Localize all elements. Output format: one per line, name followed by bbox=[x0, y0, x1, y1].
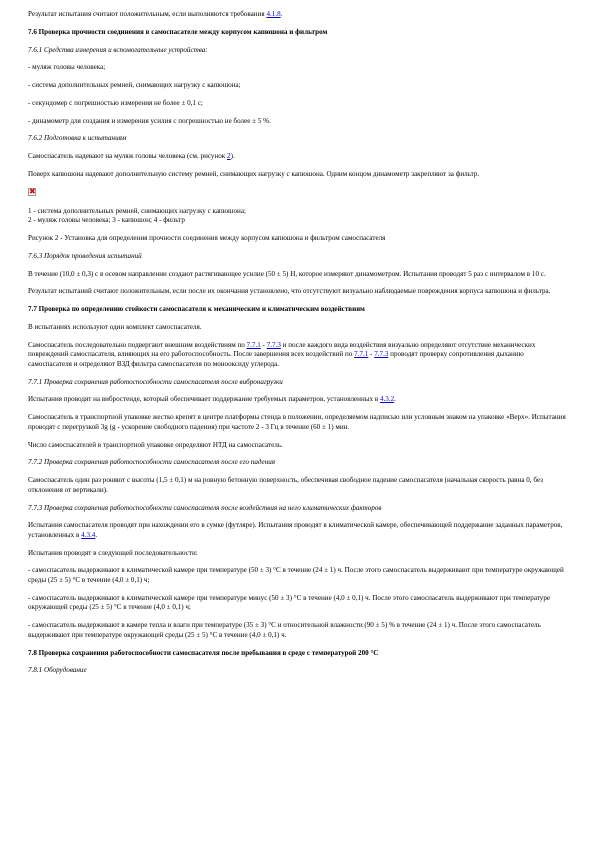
bullet-strap-system: - система дополнительных ремней, снимающих нагрузку с капюшона; bbox=[28, 81, 241, 90]
heading-7-8: 7.8 Проверка сохранения работоспособности самоспасателя после пребывания в среде с температурой 200 °С bbox=[28, 648, 379, 657]
link-4-3-4[interactable]: 4.3.4 bbox=[81, 530, 96, 539]
paragraph-sequential: Самоспасатель последовательно подвергают внешним воздействиям по 7.7.1 - 7.7.3 и после каждого вида воздействия визуально определяют отсутствие механических повреждений самоспасателя, влияющих на его работоспособность. После завершения всех воздействий по 7.7.1 - 7.7.3 проводят проверку сопротивления дыханию самоспасателя и определяют ВЗД фильтра самоспасателя по монооксиду углерода. bbox=[28, 340, 536, 368]
broken-image-icon: ✖ bbox=[29, 186, 36, 196]
link-7-7-1[interactable]: 7.7.1 bbox=[246, 340, 261, 349]
paragraph-one-set: В испытаниях используют один комплект самоспасателя. bbox=[28, 322, 202, 331]
subheading-7-6-3: 7.6.3 Порядок проведения испытаний bbox=[28, 251, 142, 260]
bullet-stopwatch: - секундомер с погрешностью измерения не более ± 0,1 с; bbox=[28, 98, 203, 107]
paragraph-climate: Испытания самоспасателя проводят при нахождении его в сумке (футляре). Испытания проводят в климатической камере, обеспечивающей поддержание заданных параметров, установленных в 4.3.4. bbox=[28, 521, 563, 539]
bullet-cold: - самоспасатель выдерживают в климатической камере при температуре минус (50 ± 3) °С в течение (4,0 ± 0,1) ч. После этого самоспасатель выдерживают при температуре окружающей среды (25 ± 5) °С в течение (4,0 ± 0,1) ч; bbox=[28, 593, 551, 612]
paragraph-force: В течение (10,0 ± 0,3) с в осевом направлении создают растягивающее усилие (50 ± 5) Н, которое измеряют динамометром. Испытания проводят 5 раз с интервалом в 10 с. bbox=[28, 269, 546, 278]
link-4-3-2[interactable]: 4.3.2 bbox=[379, 395, 395, 404]
subheading-7-6-2: 7.6.2 Подготовка к испытаниям bbox=[28, 134, 127, 143]
link-4-1-8[interactable]: 4.1.8 bbox=[266, 10, 281, 18]
paragraph-mounting: Самоспасатель в транспортной упаковке жестко крепят в центре платформы стенда в положении, определяемом надписью или условным знаком на упаковке «Верх». Испытания проводят с перегрузкой 3g (g - ускорение свободного падения) при частоте 2 - 3 Гц в течение (60 ± 1) мин. bbox=[28, 413, 566, 431]
link-figure-2[interactable]: 2 bbox=[227, 152, 231, 161]
figure-caption-line-1: 1 - система дополнительных ремней, снимающих нагрузку с капюшона; bbox=[28, 206, 246, 215]
heading-7-7: 7.7 Проверка по определению стойкости самоспасателя к механическим и климатическим воздействиям bbox=[28, 305, 365, 314]
paragraph-result-2: Результат испытаний считают положительным, если после их окончания установлено, что отсутствуют визуально наблюдаемые повреждения корпуса капюшона и фильтра. bbox=[28, 287, 551, 296]
paragraph-drop: Самоспасатель один раз роняют с высоты (1,5 ± 0,1) м на ровную бетонную поверхность, обеспечивая свободное падение самоспасателя (начальная скорость равна 0, без отклонения от вертикали). bbox=[28, 476, 543, 494]
paragraph-sequence: Испытания проводят в следующей последовательности: bbox=[28, 548, 198, 557]
paragraph-result-1: Результат испытания считают положительным, если выполняются требования 4.1.8. bbox=[28, 10, 283, 18]
subheading-7-7-3: 7.7.3 Проверка сохранения работоспособности самоспасателя после воздействия на него климатических факторов bbox=[28, 503, 382, 512]
bullet-heat: - самоспасатель выдерживают в климатической камере при температуре (50 ± 3) °С в течение (24 ± 1) ч. После этого самоспасатель выдерживают при температуре окружающей среды (25 ± 5) °С в течение (4,0 ± 0,1) ч; bbox=[28, 566, 564, 585]
bullet-head-dummy: - муляж головы человека; bbox=[28, 63, 106, 72]
subheading-7-6-1: 7.6.1 Средства измерения и вспомогательные устройства: bbox=[28, 45, 208, 54]
link-7-7-1-b[interactable]: 7.7.1 bbox=[354, 350, 369, 359]
link-7-7-3[interactable]: 7.7.3 bbox=[266, 340, 281, 349]
figure-caption-line-2: 2 - муляж головы человека; 3 - капюшон; 4 - фильтр bbox=[28, 216, 185, 225]
link-7-7-3-b[interactable]: 7.7.3 bbox=[374, 350, 389, 359]
subheading-7-8-1: 7.8.1 Оборудование bbox=[28, 666, 87, 675]
bullet-dynamometer: - динамометр для создания и измерения усилия с погрешностью не более ± 5 %. bbox=[28, 116, 271, 125]
paragraph-vibrostand: Испытания проводят на вибростенде, который обеспечивает поддержание требуемых параметров, установленных в 4.3.2. bbox=[28, 395, 396, 404]
paragraph-put-on: Самоспасатель надевают на муляж головы человека (см. рисунок 2). bbox=[28, 152, 235, 161]
paragraph-count: Число самоспасателей в транспортной упаковке определяют НТД на самоспасатель. bbox=[28, 440, 283, 449]
paragraph-straps: Поверх капюшона надевают дополнительную систему ремней, снимающих нагрузку с капюшона. Одним концом динамометр закрепляют за фильтр. bbox=[28, 170, 480, 179]
bullet-humidity: - самоспасатель выдерживают в камере тепла и влаги при температуре (35 ± 3) °С и относительной влажности (90 ± 5) % в течение (24 ± 1) ч. После этого самоспасатель выдерживают при температуре окружающей среды (25 ± 5) °С в течение (4,0 ± 0,1) ч. bbox=[28, 621, 541, 639]
subheading-7-7-2: 7.7.2 Проверка сохранения работоспособности самоспасателя после его падения bbox=[28, 458, 276, 467]
figure-2-title: Рисунок 2 - Установка для определения прочности соединения между корпусом капюшона и фильтром самоспасателя bbox=[28, 234, 386, 242]
subheading-7-7-1: 7.7.1 Проверка сохранения работоспособности самоспасателя после вибронагрузки bbox=[28, 377, 283, 386]
heading-7-6: 7.6 Проверка прочности соединения в самоспасателе между корпусом капюшона и фильтром bbox=[28, 27, 328, 36]
